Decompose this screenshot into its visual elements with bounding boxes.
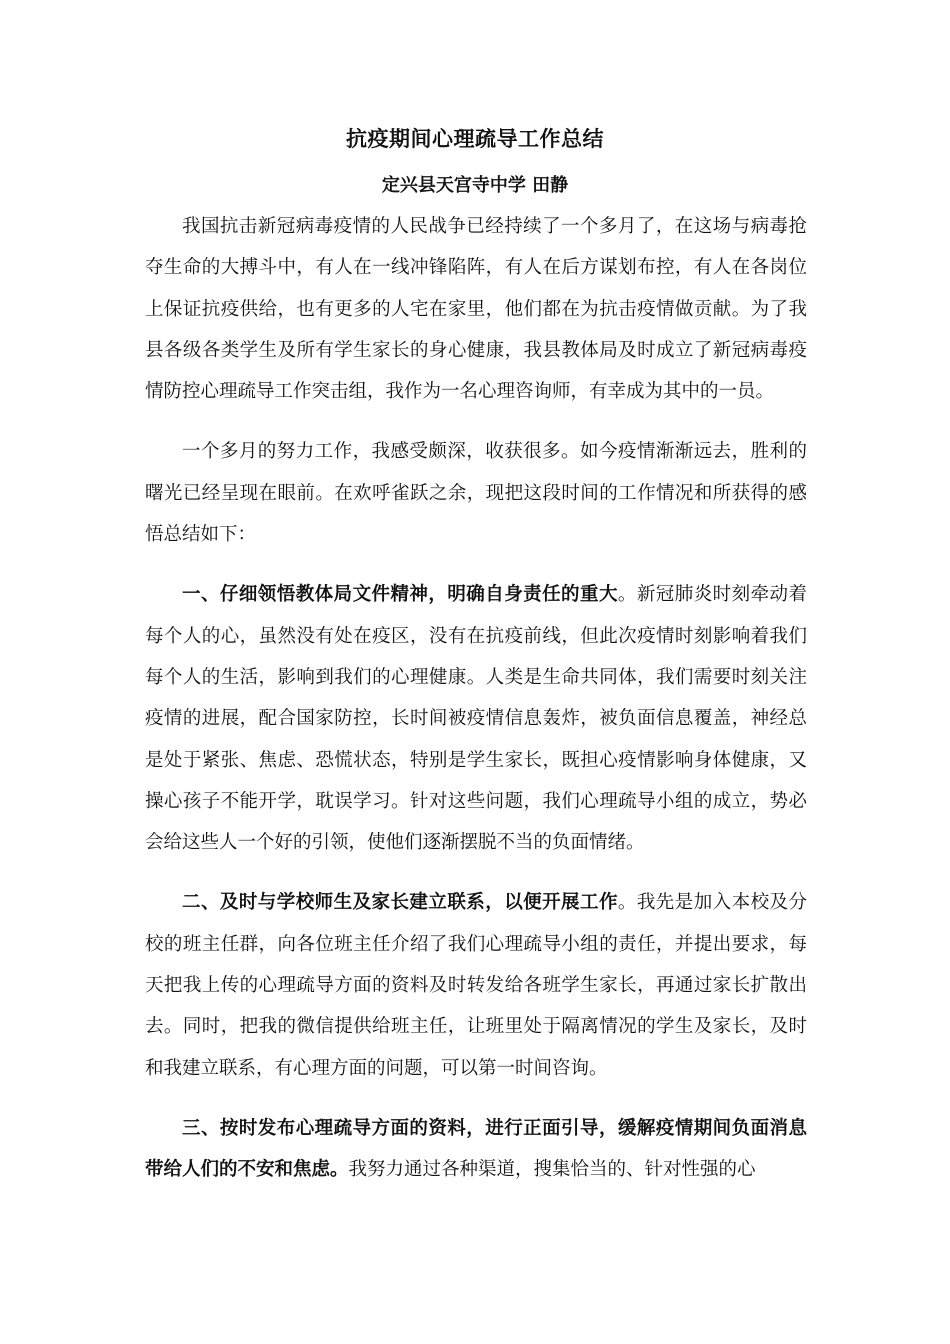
section-heading-3: 三、按时发布心理疏导方面的资料，进行正面引导，缓解疫情期间负面消息带给人们的不安和焦虑。 <box>145 1117 807 1181</box>
author-line: 定兴县天宫寺中学 田静 <box>381 175 569 196</box>
paragraph-section-2 <box>145 882 807 1088</box>
paragraph-intro <box>145 206 807 412</box>
section-heading-2: 二、及时与学校师生及家长建立联系，以便开展工作 <box>182 892 618 914</box>
document-body <box>145 206 807 1210</box>
paragraph-text: 。新冠肺炎时刻牵动着每个人的心，虽然没有处在疫区，没有在抗疫前线，但此次疫情时刻影响着我们每个人的生活，影响到我们的心理健康。人类是生命共同体，我们需要时刻关注疫情的进展，配合国家防控，长时间被疫情信息轰炸，被负面信息覆盖，神经总是处于紧张、焦虑、恐慌状态，特别是学生家长，既担心疫情影响身体健康，又操心孩子不能开学，耽误学习。针对这些问题，我们心理疏导小组的成立，势必会给这些人一个好的引领，使他们逐渐摆脱不当的负面情绪。 <box>145 584 807 854</box>
section-heading-1: 一、仔细领悟教体局文件精神，明确自身责任的重大 <box>182 584 618 606</box>
paragraph-summary-intro <box>145 431 807 555</box>
document-title: 抗疫期间心理疏导工作总结 <box>346 126 604 151</box>
paragraph-section-3 <box>145 1108 807 1191</box>
paragraph-text: 一个多月的努力工作，我感受颇深，收获很多。如今疫情渐渐远去，胜利的曙光已经呈现在眼前。在欢呼雀跃之余，现把这段时间的工作情况和所获得的感悟总结如下： <box>145 441 807 546</box>
paragraph-section-1 <box>145 574 807 863</box>
paragraph-text: 。我先是加入本校及分校的班主任群，向各位班主任介绍了我们心理疏导小组的责任，并提出要求，每天把我上传的心理疏导方面的资料及时转发给各班学生家长，再通过家长扩散出去。同时，把我的微信提供给班主任，让班里处于隔离情况的学生及家长，及时和我建立联系，有心理方面的问题，可以第一时间咨询。 <box>145 892 807 1079</box>
paragraph-text: 我努力通过各种渠道，搜集恰当的、针对性强的心 <box>348 1159 756 1181</box>
paragraph-text: 我国抗击新冠病毒疫情的人民战争已经持续了一个多月了，在这场与病毒抢夺生命的大搏斗中，有人在一线冲锋陷阵，有人在后方谋划布控，有人在各岗位上保证抗疫供给，也有更多的人宅在家里，他们都在为抗击疫情做贡献。为了我县各级各类学生及所有学生家长的身心健康，我县教体局及时成立了新冠病毒疫情防控心理疏导工作突击组，我作为一名心理咨询师，有幸成为其中的一员。 <box>145 216 807 403</box>
